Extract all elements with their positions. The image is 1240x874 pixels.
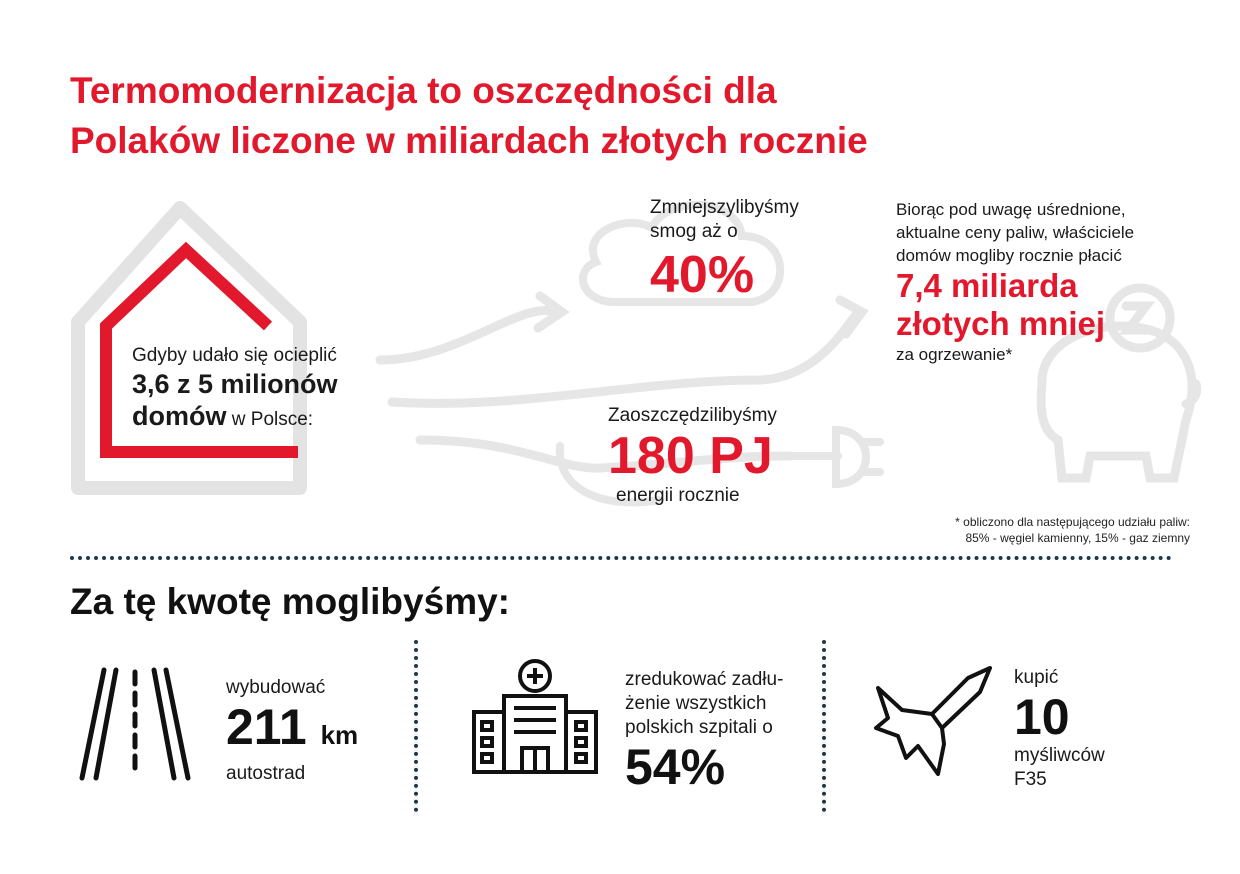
- vertical-divider-1: [414, 640, 418, 812]
- house-highlight: 3,6 z 5 milionów: [132, 369, 338, 399]
- savings-line-3: domów mogliby rocznie płacić: [896, 246, 1122, 265]
- vertical-divider-2: [822, 640, 826, 812]
- hospital-icon: [470, 656, 600, 776]
- footnote-line-2: 85% - węgiel kamienny, 15% - gaz ziemny: [965, 531, 1190, 545]
- item-fighter-jets: [1014, 666, 1105, 792]
- page-title: [70, 66, 1070, 166]
- savings-line-1: Biorąc pod uwagę uśrednione,: [896, 200, 1126, 219]
- savings-statement: [896, 198, 1206, 366]
- savings-value-2: złotych mniej: [896, 305, 1106, 342]
- highway-label-top: wybudować: [226, 677, 326, 698]
- smog-value: 40%: [650, 246, 755, 304]
- jets-label-top: kupić: [1014, 667, 1059, 688]
- section-title: Za tę kwotę moglibyśmy:: [70, 581, 510, 622]
- footnote: [880, 514, 1190, 546]
- smog-line-1: Zmniejszylibyśmy: [650, 197, 799, 218]
- highway-value-row: [226, 700, 358, 762]
- hospital-label-1: zredukować zadłu-: [625, 669, 784, 690]
- smog-line-2: smog aż o: [650, 221, 738, 242]
- highway-label-bottom: autostrad: [226, 763, 306, 784]
- page-title-line-1: Termomodernizacja to oszczędności dla: [70, 70, 777, 111]
- energy-value: 180 PJ: [608, 427, 773, 485]
- energy-statement: [608, 404, 868, 508]
- energy-line-1: Zaoszczędzilibyśmy: [608, 405, 777, 426]
- highway-value: 211: [226, 699, 307, 755]
- house-suffix: w Polsce:: [226, 409, 314, 430]
- hospital-label-2: żenie wszystkich: [625, 693, 767, 714]
- house-intro: Gdyby udało się ocieplić: [132, 345, 337, 366]
- energy-line-2: energii rocznie: [616, 485, 740, 506]
- item-hospital: [625, 668, 783, 794]
- jets-label-bottom-1: myśliwców: [1014, 745, 1105, 766]
- horizontal-divider: [70, 556, 1172, 560]
- highway-icon: [76, 664, 196, 784]
- item-highway: [226, 676, 358, 786]
- hospital-label-3: polskich szpitali o: [625, 717, 773, 738]
- smog-statement: [650, 196, 880, 304]
- savings-line-2: aktualne ceny paliw, właściciele: [896, 223, 1135, 242]
- footnote-line-1: * obliczono dla następującego udziału paliw:: [955, 515, 1190, 529]
- jets-value: 10: [1014, 689, 1070, 745]
- page-title-line-2: Polaków liczone w miliardach złotych rocznie: [70, 120, 868, 161]
- house-statement: [132, 344, 392, 436]
- fighter-jet-icon: [872, 662, 998, 782]
- house-highlight-word: domów: [132, 401, 227, 431]
- jets-label-bottom-2: F35: [1014, 769, 1047, 790]
- house-highlight-2: [132, 400, 392, 436]
- highway-unit: km: [320, 720, 359, 750]
- hospital-value: 54%: [625, 739, 726, 795]
- savings-value-1: 7,4 miliarda: [896, 267, 1078, 304]
- savings-line-4: za ogrzewanie*: [896, 345, 1013, 364]
